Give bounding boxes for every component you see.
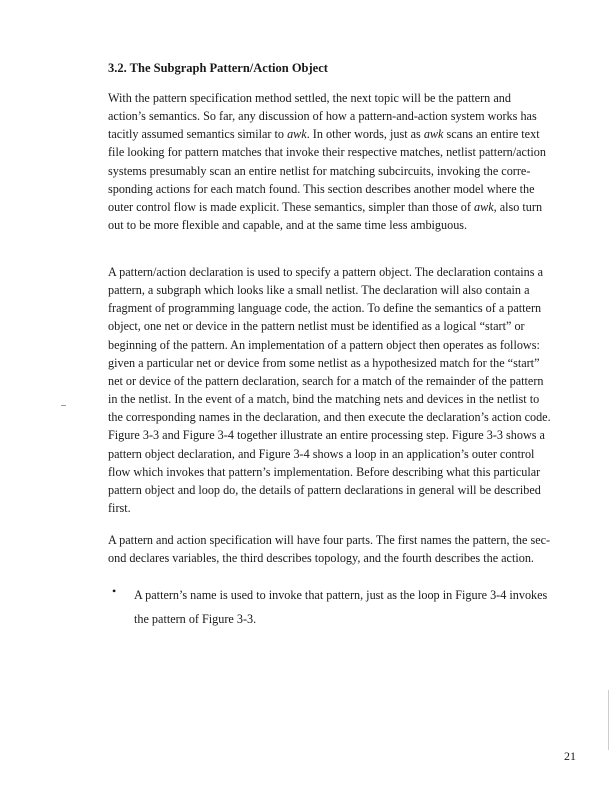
- text-segment: action’s semantics. So far, any discussion of how a pattern-and-action system works has: [108, 109, 537, 124]
- text-line: [108, 89, 558, 107]
- bullet-symbol: •: [112, 584, 117, 598]
- text-line: [108, 354, 558, 372]
- text-segment: outer control flow is made explicit. These semantics, simpler than those of: [108, 199, 474, 214]
- text-line: [108, 336, 558, 354]
- text-segment: A pattern/action declaration is used to specify a pattern object. The declaration contains a: [108, 265, 543, 279]
- text-segment: pattern, a subgraph which looks like a small netlist. The declaration will also contain a: [108, 283, 530, 298]
- text-segment: A pattern’s name is used to invoke that pattern, just as the loop in Figure 3-4 invokes: [134, 588, 548, 602]
- text-line: [108, 281, 558, 299]
- text-segment: flow which invokes that pattern’s implementation. Before describing what this particular: [108, 464, 541, 479]
- text-line: [108, 426, 558, 444]
- text-segment: systems presumably scan an entire netlist for matching subcircuits, invoking the corre-: [108, 163, 531, 178]
- text-line: [108, 162, 558, 180]
- text-line: [108, 390, 558, 408]
- text-segment: net or device of the pattern declaration, search for a match of the remainder of the pattern: [108, 373, 544, 388]
- text-segment: beginning of the pattern. An implementation of a pattern object then operates as follows:: [108, 337, 540, 352]
- text-segment: pattern object declaration, and Figure 3-4 shows a loop in an application’s outer control: [108, 446, 535, 461]
- text-segment: pattern object and loop do, the details of pattern declarations in general will be described: [108, 482, 541, 497]
- text-segment: scans an entire text: [443, 127, 540, 142]
- text-segment: also turn: [496, 199, 543, 214]
- page-edge-line: [608, 690, 609, 750]
- text-line: [108, 531, 558, 549]
- text-line: [108, 125, 558, 143]
- text-line: [108, 143, 558, 161]
- text-segment: . In other words, just as: [306, 127, 424, 142]
- bullet-item: [134, 583, 584, 631]
- text-segment: With the pattern specification method settled, the next topic will be the pattern and: [108, 91, 511, 105]
- text-line: [108, 107, 558, 125]
- text-line: [108, 317, 558, 335]
- italic-text: awk: [423, 127, 444, 142]
- text-segment: sponding actions for each match found. This section describes another model where the: [108, 181, 535, 196]
- text-segment: given a particular net or device from some netlist as a hypothesized match for the “start”: [108, 355, 540, 370]
- text-segment: A pattern and action specification will have four parts. The first names the pattern, the sec-: [108, 533, 551, 547]
- page-number: 21: [564, 749, 576, 763]
- section-heading: 3.2. The Subgraph Pattern/Action Object: [108, 61, 328, 75]
- text-segment: in the netlist. In the event of a match, bind the matching nets and devices in the netlist to: [108, 392, 540, 407]
- text-line: [108, 299, 558, 317]
- text-segment: out to be more flexible and capable, and at the same time less ambiguous.: [108, 218, 468, 233]
- paragraph-3: [108, 531, 558, 567]
- text-segment: tacitly assumed semantics similar to: [108, 127, 288, 142]
- text-line: [108, 263, 558, 281]
- text-line: [108, 499, 558, 517]
- text-line: [108, 481, 558, 499]
- text-line: [108, 372, 558, 390]
- text-line: [108, 408, 558, 426]
- text-segment: first.: [108, 501, 131, 516]
- text-segment: the pattern of Figure 3-3.: [134, 612, 257, 626]
- text-line: [108, 445, 558, 463]
- text-line: [108, 198, 558, 216]
- text-line: [134, 583, 584, 607]
- text-segment: Figure 3-3 and Figure 3-4 together illustrate an entire processing step. Figure 3-3 shows a: [108, 428, 545, 443]
- text-line: [108, 463, 558, 481]
- text-line: [108, 216, 558, 234]
- text-line: [134, 607, 584, 631]
- paragraph-2: [108, 263, 558, 517]
- italic-text: awk,: [474, 199, 497, 214]
- text-line: [108, 180, 558, 198]
- text-segment: the corresponding names in the declaration, and then execute the declaration’s action code.: [108, 410, 551, 425]
- text-segment: object, one net or device in the pattern netlist must be identified as a logical “start” or: [108, 319, 525, 334]
- italic-text: awk: [287, 127, 307, 142]
- text-segment: ond declares variables, the third describes topology, and the fourth describes the action.: [108, 551, 534, 566]
- text-segment: fragment of programming language code, the action. To define the semantics of a pattern: [108, 301, 542, 316]
- text-segment: file looking for pattern matches that invoke their respective matches, netlist pattern/action: [108, 145, 546, 160]
- text-line: [108, 549, 558, 567]
- margin-mark: [61, 405, 66, 406]
- paragraph-1: [108, 89, 558, 234]
